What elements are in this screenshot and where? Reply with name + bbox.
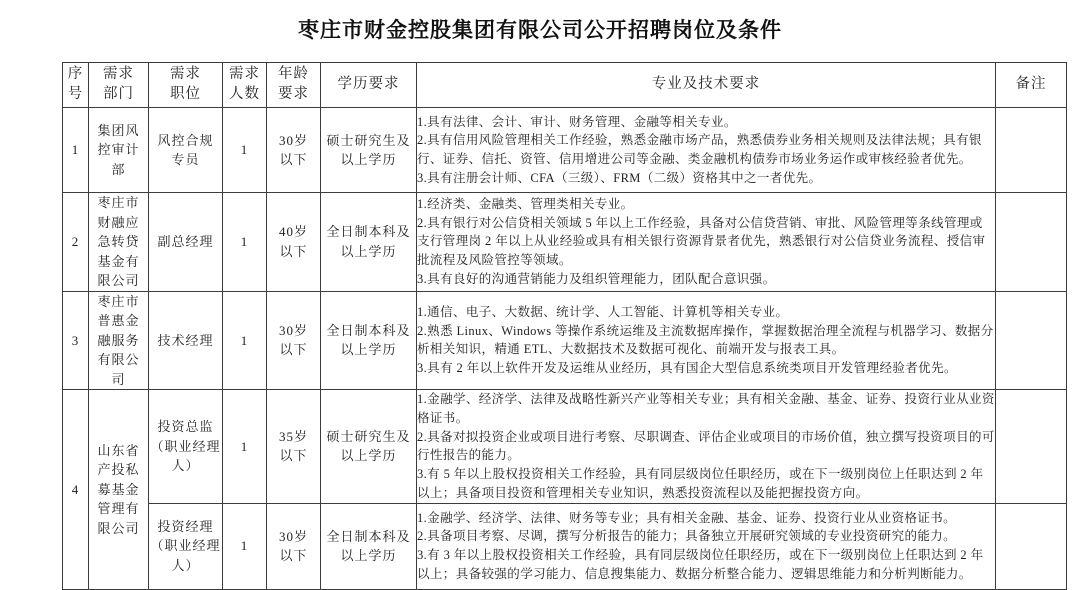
cell-seq: 2 xyxy=(63,193,89,292)
cell-requirements: 1.具有法律、会计、审计、财务管理、金融等相关专业。 2.具有信用风险管理相关工作经验，熟悉金融市场产品，熟悉债券业务相关规则及法律法规；具有银行、证券、信托、资管、信用增进公司等金融、类金融机构债券市场业务运作或审核经验者优先。 3.具有注册会计师、CFA（三级）、FRM（二级）资格其中之一者优先。 xyxy=(417,108,996,193)
table-row xyxy=(63,193,1067,292)
cell-position: 副总经理 xyxy=(149,193,223,292)
cell-age: 40岁 以下 xyxy=(267,193,321,292)
cell-count: 1 xyxy=(223,291,267,390)
cell-remark xyxy=(996,390,1067,504)
cell-age: 30岁 以下 xyxy=(267,291,321,390)
cell-requirements: 1.通信、电子、大数据、统计学、人工智能、计算机等相关专业。 2.熟悉 Linux、Windows 等操作系统运维及主流数据库操作，掌握数据治理全流程与机器学习、数据分析相关知识，精通 ETL、大数据技术及数据可视化、前端开发与报表工具。 3.具有 2 年以上软件开发及运维从业经历，具有国企大型信息系统类项目开发管理经验者优先。 xyxy=(417,291,996,390)
table-row xyxy=(63,108,1067,193)
header-dept: 需求 部门 xyxy=(89,63,149,108)
cell-position: 风控合规 专员 xyxy=(149,108,223,193)
cell-education: 全日制本科及 以上学历 xyxy=(321,503,417,589)
cell-age: 30岁 以下 xyxy=(267,108,321,193)
header-requirements: 专业及技术要求 xyxy=(417,63,996,108)
header-position: 需求 职位 xyxy=(149,63,223,108)
cell-age: 30岁 以下 xyxy=(267,503,321,589)
cell-count: 1 xyxy=(223,193,267,292)
table-row xyxy=(63,390,1067,504)
cell-remark xyxy=(996,108,1067,193)
cell-count: 1 xyxy=(223,108,267,193)
cell-requirements: 1.金融学、经济学、法律及战略性新兴产业等相关专业；具有相关金融、基金、证券、投资行业从业资格证书。 2.具备对拟投资企业或项目进行考察、尽职调查、评估企业或项目的市场价值，独立撰写投资项目的可行性报告的能力。 3.有 5 年以上股权投资相关工作经验，具有同层级岗位任职经历，或在下一级别岗位上任职达到 2 年以上；具备项目投资和管理相关专业知识，熟悉投资流程以及能把握投资方向。 xyxy=(417,390,996,504)
header-count: 需求 人数 xyxy=(223,63,267,108)
cell-requirements: 1.经济类、金融类、管理类相关专业。 2.具有银行对公信贷相关领域 5 年以上工作经验，具备对公信贷营销、审批、风险管理等条线管理或支行管理岗 2 年以上从业经验或具有相关银行资源背景者优先，熟悉银行对公信贷业务流程、授信审批流程及风险管控等领域。 3.具有良好的沟通营销能力及组织管理能力，团队配合意识强。 xyxy=(417,193,996,292)
cell-count: 1 xyxy=(223,390,267,504)
cell-age: 35岁 以下 xyxy=(267,390,321,504)
header-education: 学历要求 xyxy=(321,63,417,108)
header-age: 年龄 要求 xyxy=(267,63,321,108)
cell-remark xyxy=(996,193,1067,292)
table-row xyxy=(63,291,1067,390)
cell-dept: 山东省 产投私 募基金 管理有 限公司 xyxy=(89,390,149,590)
cell-dept: 集团风 控审计 部 xyxy=(89,108,149,193)
page-title: 枣庄市财金控股集团有限公司公开招聘岗位及条件 xyxy=(298,18,782,42)
cell-education: 硕士研究生及 以上学历 xyxy=(321,390,417,504)
cell-education: 全日制本科及 以上学历 xyxy=(321,193,417,292)
header-seq: 序 号 xyxy=(63,63,89,108)
recruitment-table xyxy=(62,62,1067,590)
cell-seq: 4 xyxy=(63,390,89,590)
table-row xyxy=(63,503,1067,589)
cell-dept: 枣庄市 财融应 急转贷 基金有 限公司 xyxy=(89,193,149,292)
cell-education: 全日制本科及 以上学历 xyxy=(321,291,417,390)
cell-remark xyxy=(996,291,1067,390)
cell-position: 技术经理 xyxy=(149,291,223,390)
cell-seq: 3 xyxy=(63,291,89,390)
cell-education: 硕士研究生及 以上学历 xyxy=(321,108,417,193)
cell-count: 1 xyxy=(223,503,267,589)
cell-dept: 枣庄市 普惠金 融服务 有限公 司 xyxy=(89,291,149,390)
cell-position: 投资总监 （职业经理 人） xyxy=(149,390,223,504)
cell-remark xyxy=(996,503,1067,589)
cell-position: 投资经理 （职业经理 人） xyxy=(149,503,223,589)
cell-seq: 1 xyxy=(63,108,89,193)
header-row xyxy=(63,63,1067,108)
cell-requirements: 1.金融学、经济学、法律、财务等专业；具有相关金融、基金、证券、投资行业从业资格证书。 2.具备项目考察、尽调，撰写分析报告的能力；具备独立开展研究领域的专业投资研究的能力。 3.有 3 年以上股权投资相关工作经验，具有同层级岗位任职经历，或在下一级别岗位上任职达到 2 年以上；具备较强的学习能力、信息搜集能力、数据分析整合能力、逻辑思维能力和分析判断能力。 xyxy=(417,503,996,589)
header-remark: 备注 xyxy=(996,63,1067,108)
